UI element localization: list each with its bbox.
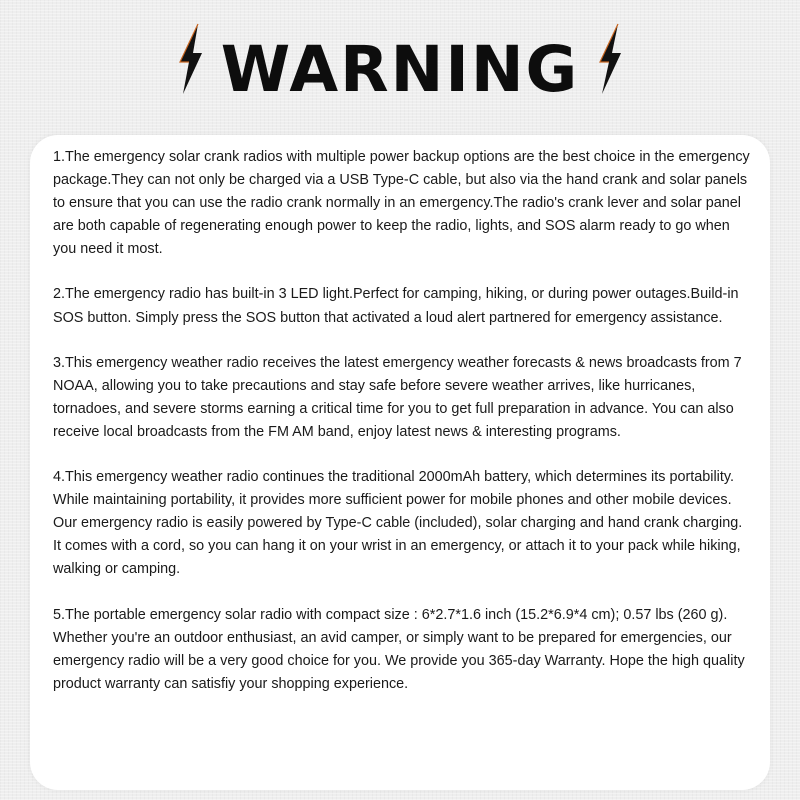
warning-content-card: [30, 135, 770, 790]
paragraph-1: 1.The emergency solar crank radios with multiple power backup options are the best choice in the emergency package.They can not only be charged via a USB Type-C cable, but also via the hand crank and solar panels to ensure that you can use the radio crank normally in an emergency.The radio's crank lever and solar panel are both capable of regenerating enough power to keep the radio, lights, and SOS alarm ready to go when you need it most.: [53, 149, 750, 258]
paragraph-3: 3.This emergency weather radio receives the latest emergency weather forecasts & news broadcasts from 7 NOAA, allowing you to take precautions and stay safe before severe weather arrives, like hurricanes, tornadoes, and severe storms earning a critical time for you to get full preparation in advance. You can also receive local broadcasts from the FM AM band, enjoy latest news & interesting programs.: [53, 354, 742, 440]
paragraph-5: 5.The portable emergency solar radio with compact size : 6*2.7*1.6 inch (15.2*6.9*4 cm); 0.57 lbs (260 g). Whether you're an outdoor enthusiast, an avid camper, or simply want to be prepared for emergencies, our emergency radio will be a very good choice for you. We provide you 365-day Warranty. Hope the high quality product warranty can satisfiy your shopping experience.: [53, 606, 745, 692]
paragraph-4: 4.This emergency weather radio continues the traditional 2000mAh battery, which determines its portability. While maintaining portability, it provides more sufficient power for mobile phones and other mobile devices. Our emergency radio is easily powered by Type-C cable (included), solar charging and hand crank charging. It comes with a cord, so you can hang it on your wrist in an emergency, or attach it to your pack while hiking, walking or camping.: [53, 469, 743, 578]
paragraph-2: 2.The emergency radio has built-in 3 LED light.Perfect for camping, hiking, or during power outages.Build-in SOS button. Simply press the SOS button that activated a loud alert partnered for emergency assistance.: [53, 286, 739, 326]
warning-title: WARNING: [220, 33, 580, 106]
lightning-bolt-icon: [592, 22, 626, 96]
warning-header: [0, 0, 800, 135]
